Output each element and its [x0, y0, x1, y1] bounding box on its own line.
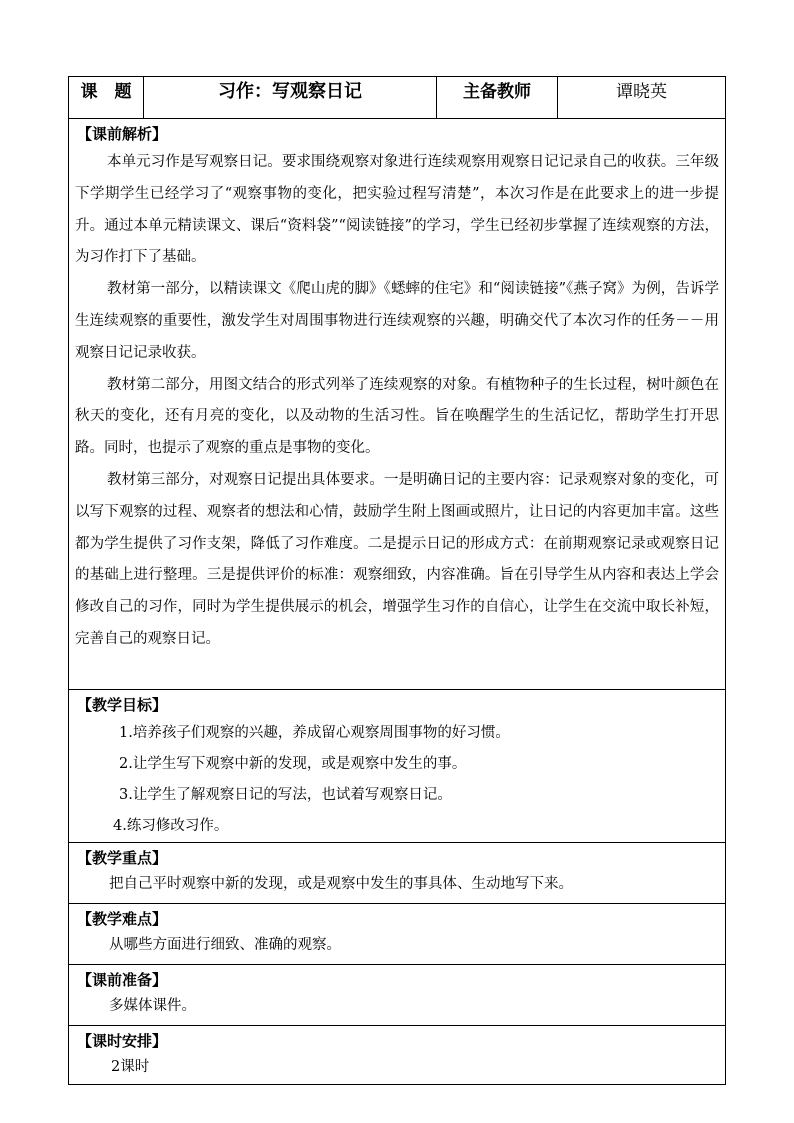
objective-item: 3.让学生了解观察日记的写法，也试着写观察日记。	[119, 787, 452, 803]
difficulties-text: 从哪些方面进行细致、准确的观察。	[109, 937, 341, 953]
topic-label: 课 题	[69, 77, 144, 119]
key-points-cell	[69, 843, 726, 904]
pre-analysis-paragraph: 本单元习作是写观察日记。要求围绕观察对象进行连续观察用观察日记记录自己的收获。三年级下学期学生已经学习了“观察事物的变化，把实验过程写清楚”，本次习作是在此要求上的进一步提升。通过本单元精读课文、课后“资料袋”“阅读链接”的学习，学生已经初步掌握了连续观察的方法，为习作打下了基础。	[75, 154, 719, 266]
schedule-row	[69, 1026, 726, 1085]
schedule-cell	[69, 1026, 726, 1085]
difficulties-row	[69, 904, 726, 965]
preparation-cell	[69, 965, 726, 1026]
header-row	[69, 77, 726, 119]
topic-value: 习作：写观察日记	[144, 77, 437, 119]
objective-item: 4.练习修改习作。	[113, 818, 229, 834]
difficulties-cell	[69, 904, 726, 965]
lesson-plan-table	[68, 76, 726, 1085]
objective-item: 1.培养孩子们观察的兴趣，养成留心观察周围事物的好习惯。	[119, 725, 510, 741]
schedule-text: 2课时	[111, 1059, 150, 1075]
pre-analysis-cell	[69, 119, 726, 690]
objectives-row	[69, 690, 726, 843]
schedule-heading: 【课时安排】	[77, 1032, 168, 1050]
preparation-text: 多媒体课件。	[109, 998, 196, 1014]
teacher-label: 主备教师	[437, 77, 558, 119]
difficulties-heading: 【教学难点】	[77, 910, 168, 928]
objectives-cell	[69, 690, 726, 843]
pre-analysis-paragraph: 教材第二部分，用图文结合的形式列举了连续观察的对象。有植物种子的生长过程，树叶颜色在秋天的变化，还有月亮的变化，以及动物的生活习性。旨在唤醒学生的生活记忆，帮助学生打开思路。同时，也提示了观察的重点是事物的变化。	[75, 376, 719, 457]
key-points-text: 把自己平时观察中新的发现，或是观察中发生的事具体、生动地写下来。	[109, 876, 573, 892]
preparation-heading: 【课前准备】	[77, 971, 168, 989]
preparation-row	[69, 965, 726, 1026]
pre-analysis-paragraph: 教材第一部分，以精读课文《爬山虎的脚》《蟋蟀的住宅》和“阅读链接”《燕子窝》为例，告诉学生连续观察的重要性，激发学生对周围事物进行连续观察的兴趣，明确交代了本次习作的任务－－用观察日记记录收获。	[75, 281, 719, 361]
objective-item: 2.让学生写下观察中新的发现，或是观察中发生的事。	[119, 756, 467, 772]
pre-analysis-row	[69, 119, 726, 690]
key-points-row	[69, 843, 726, 904]
pre-analysis-heading: 【课前解析】	[77, 125, 168, 143]
pre-analysis-paragraph: 教材第三部分，对观察日记提出具体要求。一是明确日记的主要内容：记录观察对象的变化，可以写下观察的过程、观察者的想法和心情，鼓励学生附上图画或照片，让日记的内容更加丰富。这些都为学生提供了习作支架，降低了习作难度。二是提示日记的形成方式：在前期观察记录或观察日记的基础上进行整理。三是提供评价的标准：观察细致，内容准确。旨在引导学生从内容和表达上学会修改自己的习作，同时为学生提供展示的机会，增强学生习作的自信心，让学生在交流中取长补短，完善自己的观察日记。	[75, 471, 719, 647]
key-points-heading: 【教学重点】	[77, 849, 168, 867]
objectives-heading: 【教学目标】	[77, 696, 168, 714]
teacher-value: 谭晓英	[558, 77, 726, 119]
